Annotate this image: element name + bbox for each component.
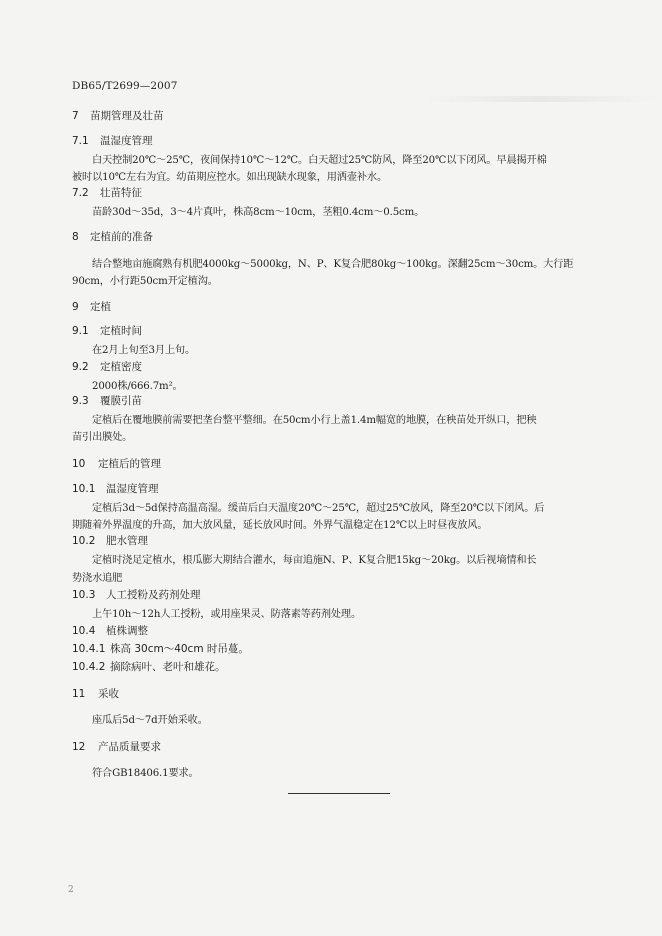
section-heading-11 <box>72 686 119 701</box>
end-rule <box>288 793 390 794</box>
subsection-heading-9-3 <box>72 393 142 408</box>
paragraph-line: 定植后3d～5d保持高温高湿。缓苗后白天温度20℃～25℃，超过25℃放风，降至20℃以下闭风。后 <box>92 503 545 514</box>
subsection-heading-10-3 <box>72 587 201 602</box>
section-title: 苗期管理及壮苗 <box>90 110 164 122</box>
subsection-title: 覆膜引苗 <box>100 395 142 407</box>
subsection-number: 9.1 <box>72 325 89 337</box>
subsection-title: 植株调整 <box>106 625 148 637</box>
subsection-title: 壮苗特征 <box>100 187 142 199</box>
paragraph-line: 势浇水追肥 <box>72 573 123 584</box>
subsection-title: 温湿度管理 <box>100 135 153 147</box>
subsection-title: 人工授粉及药剂处理 <box>106 589 201 601</box>
section-number: 12 <box>72 741 86 753</box>
subsection-number: 10.1 <box>72 483 96 495</box>
scan-smudge <box>420 96 660 102</box>
subsection-heading-9-2 <box>72 359 142 374</box>
clause-number: 10.4.1 <box>72 643 106 655</box>
clause-number: 10.4.2 <box>72 661 106 673</box>
clause-10-4-2 <box>72 659 226 674</box>
paragraph-line: 90cm，小行距50cm开定植沟。 <box>72 276 218 287</box>
paragraph-line: 苗引出膜处。 <box>72 432 133 443</box>
section-title: 产品质量要求 <box>98 741 161 753</box>
subsection-title: 定植时间 <box>100 325 142 337</box>
paragraph-line: 白天控制20℃～25℃，夜间保持10℃～12℃。白天超过25℃防风，降至20℃以下闭风。早晨揭开棉 <box>92 155 547 166</box>
subsection-heading-7-1 <box>72 133 153 148</box>
paragraph-line: 在2月上旬至3月上旬。 <box>92 345 195 356</box>
paragraph-line: 定植后在覆地膜前需要把垄台整平整细。在50cm小行上盖1.4m幅宽的地膜，在秧苗处开纵口，把秧 <box>92 415 537 426</box>
section-number: 11 <box>72 688 86 700</box>
paragraph-line: 结合整地亩施腐熟有机肥4000kg～5000kg，N、P、K复合肥80kg～100kg。深翻25cm～30cm。大行距 <box>92 259 574 270</box>
clause-10-4-1 <box>72 641 249 656</box>
paragraph-line: 符合GB18406.1要求。 <box>92 768 199 779</box>
section-title: 采收 <box>98 688 119 700</box>
section-heading-7 <box>72 108 164 123</box>
subsection-number: 7.1 <box>72 135 89 147</box>
page-number: 2 <box>68 885 74 895</box>
paragraph-line: 座瓜后5d～7d开始采收。 <box>92 715 208 726</box>
section-number: 9 <box>72 301 79 313</box>
subsection-number: 9.3 <box>72 395 89 407</box>
section-number: 7 <box>72 110 79 122</box>
subsection-heading-10-4 <box>72 623 148 638</box>
standard-number: DB65/T2699—2007 <box>72 80 178 92</box>
subsection-number: 10.2 <box>72 535 96 547</box>
paragraph-line: 定植时浇足定植水，根瓜膨大期结合灌水，每亩追施N、P、K复合肥15kg～20kg。以后视墒情和长 <box>92 555 537 566</box>
subsection-title: 定植密度 <box>100 361 142 373</box>
clause-text: 株高 30cm～40cm 时吊蔓。 <box>110 643 249 655</box>
subsection-heading-9-1 <box>72 323 142 338</box>
section-title: 定植 <box>90 301 111 313</box>
clause-text: 摘除病叶、老叶和雄花。 <box>110 661 226 673</box>
paragraph-line: 期随着外界温度的升高，加大放风量，延长放风时间。外界气温稳定在12℃以上时昼夜放风。 <box>72 520 488 531</box>
subsection-title: 温湿度管理 <box>106 483 159 495</box>
paragraph-line: 2000株/666.7m²。 <box>92 381 183 392</box>
section-heading-8 <box>72 229 153 244</box>
subsection-title: 肥水管理 <box>106 535 148 547</box>
subsection-heading-10-2 <box>72 533 148 548</box>
section-title: 定植前的准备 <box>90 231 153 243</box>
section-number: 8 <box>72 231 79 243</box>
section-heading-12 <box>72 739 161 754</box>
subsection-heading-7-2 <box>72 185 142 200</box>
subsection-number: 7.2 <box>72 187 89 199</box>
section-title: 定植后的管理 <box>98 458 161 470</box>
section-heading-10 <box>72 456 161 471</box>
paragraph-line: 被时以10℃左右为宜。幼苗期应控水。如出现缺水现象，用洒壶补水。 <box>72 172 387 183</box>
section-heading-9 <box>72 299 111 314</box>
subsection-number: 10.3 <box>72 589 96 601</box>
section-number: 10 <box>72 458 86 470</box>
paragraph-line: 上午10h～12h人工授粉，或用座果灵、防落素等药剂处理。 <box>92 609 362 620</box>
paragraph-line: 苗龄30d～35d，3～4片真叶，株高8cm～10cm，茎粗0.4cm～0.5cm。 <box>92 207 425 218</box>
subsection-number: 10.4 <box>72 625 96 637</box>
subsection-number: 9.2 <box>72 361 89 373</box>
subsection-heading-10-1 <box>72 481 159 496</box>
